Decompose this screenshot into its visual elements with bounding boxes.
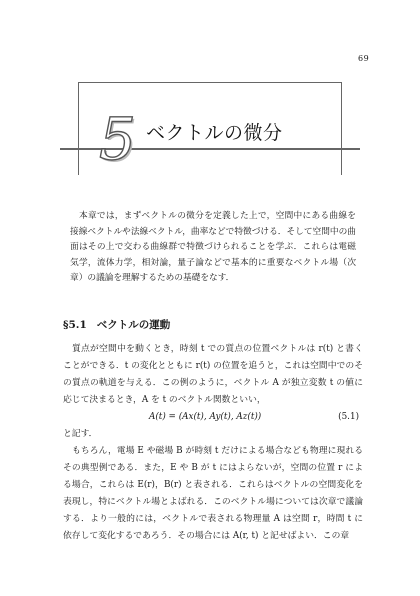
- equation: [63, 409, 363, 426]
- chapter-number: 5: [99, 105, 136, 173]
- equation-expression: A(t) = (Ax(t), Ay(t), Az(t)): [149, 412, 262, 422]
- section-body: [63, 341, 363, 545]
- body-paragraph: 質点が空間中を動くとき，時刻 t での質点の位置ベクトルは r(t) と書くことができる．t の変化とともに r(t) の位置を追うと，これは空間中でのその質点の軌道を与える．この例のように，ベクトル A が独立変数 t の値に応じて決まるとき，A を t のベクトル関数といい，: [63, 344, 363, 405]
- section-heading: [63, 318, 170, 332]
- body-paragraph: もちろん，電場 E や磁場 B が時刻 t だけによる場合なども物理に現れるその典型例である．また，E や B が t にはよらないが，空間の位置 r による場合，これらは E(r)，B(r) と表される．これらはベクトルの空間変化を表現し，特にベクトル場とよばれる．このベクトル場については次章で議論する．より一般的には，ベクトルで表される物理量 A は空間 r，時間 t に依存して変化するであろう．その場合には A(r, t) と記せばよい．この章: [63, 446, 363, 541]
- body-paragraph: と記す．: [63, 429, 98, 439]
- page-number: 69: [358, 54, 370, 63]
- chapter-title: ベクトルの微分: [146, 122, 283, 144]
- equation-number: (5.1): [338, 412, 359, 422]
- section-number: §5.1: [63, 319, 87, 331]
- chapter-introduction: 本章では，まずベクトルの微分を定義した上で，空間中にある曲線を接線ベクトルや法線ベクトル，曲率などで特徴づける．そして空間中の曲面はその上で交わる曲線群で特徴づけられることを学ぶ．これらは電磁気学，流体力学，相対論，量子論などで基本的に重要なベクトル場（次章）の議論を理解するための基礎をなす．: [70, 211, 356, 283]
- section-title: ベクトルの運動: [96, 319, 171, 331]
